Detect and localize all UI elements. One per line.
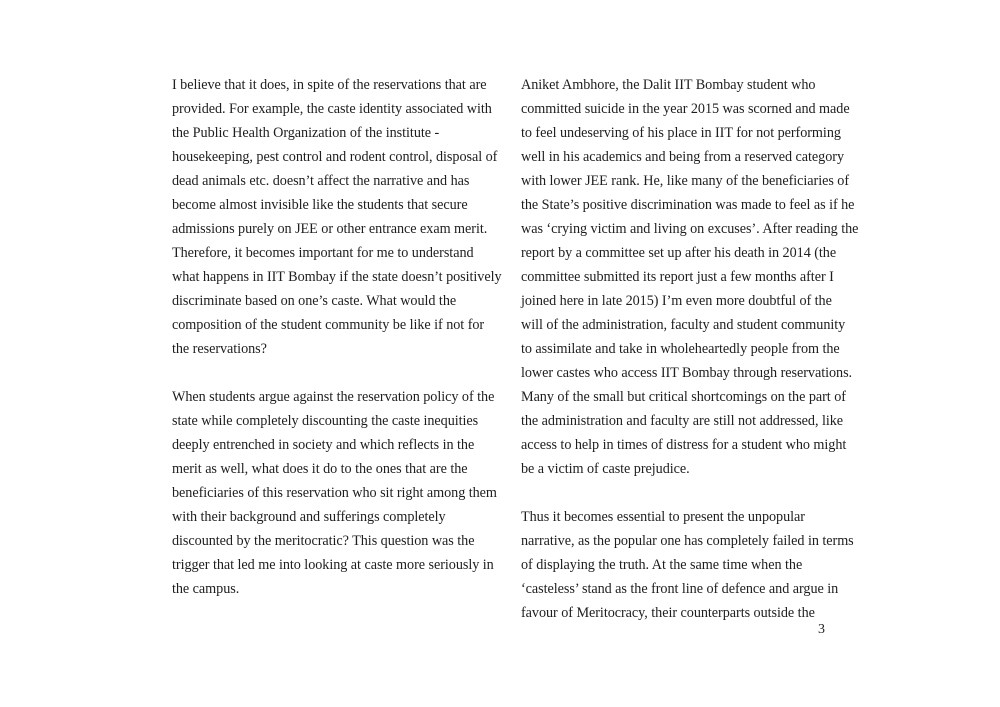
text-line: was ‘crying victim and living on excuses’. After reading the [521, 221, 859, 237]
text-line: merit as well, what does it do to the ones that are the [172, 461, 468, 477]
text-line: When students argue against the reservation policy of the [172, 389, 495, 405]
text-line: of displaying the truth. At the same time when the [521, 557, 803, 573]
text-line: narrative, as the popular one has completely failed in terms [521, 533, 854, 549]
text-line: ‘casteless’ stand as the front line of defence and argue in [521, 581, 839, 597]
text-line: deeply entrenched in society and which reflects in the [172, 437, 475, 453]
page-number: 3 [818, 622, 825, 637]
text-line: be a victim of caste prejudice. [521, 461, 690, 477]
text-line: access to help in times of distress for a student who might [521, 437, 847, 453]
text-line: lower castes who access IIT Bombay through reservations. [521, 365, 853, 381]
text-line: joined here in late 2015) I’m even more doubtful of the [521, 293, 832, 309]
text-line: the administration and faculty are still not addressed, like [521, 413, 844, 429]
text-line: the State’s positive discrimination was made to feel as if he [521, 197, 855, 213]
text-line: well in his academics and being from a reserved category [521, 149, 844, 165]
paragraph [521, 73, 859, 481]
text-line: discounted by the meritocratic? This question was the [172, 533, 475, 549]
text-line: Aniket Ambhore, the Dalit IIT Bombay student who [521, 77, 816, 93]
paragraph [172, 73, 502, 361]
paragraph [521, 505, 854, 625]
text-line: Therefore, it becomes important for me to understand [172, 245, 474, 261]
text-line: with their background and sufferings completely [172, 509, 446, 525]
text-line: provided. For example, the caste identity associated with [172, 101, 492, 117]
right-column [521, 73, 859, 649]
text-line: beneficiaries of this reservation who sit right among them [172, 485, 497, 501]
text-line: I believe that it does, in spite of the reservations that are [172, 77, 487, 93]
text-line: admissions purely on JEE or other entrance exam merit. [172, 221, 488, 237]
text-line: housekeeping, pest control and rodent control, disposal of [172, 149, 498, 165]
text-line: trigger that led me into looking at caste more seriously in [172, 557, 494, 573]
text-line: Many of the small but critical shortcomings on the part of [521, 389, 846, 405]
text-line: dead animals etc. doesn’t affect the narrative and has [172, 173, 470, 189]
text-line: composition of the student community be like if not for [172, 317, 485, 333]
text-line: what happens in IIT Bombay if the state doesn’t positively [172, 269, 502, 285]
text-line: the campus. [172, 581, 240, 597]
text-line: the reservations? [172, 341, 267, 357]
text-line: with lower JEE rank. He, like many of the beneficiaries of [521, 173, 850, 189]
text-line: will of the administration, faculty and student community [521, 317, 846, 333]
paragraph [172, 385, 497, 601]
text-line: discriminate based on one’s caste. What would the [172, 293, 457, 309]
text-line: favour of Meritocracy, their counterparts outside the [521, 605, 815, 621]
text-line: to assimilate and take in wholeheartedly people from the [521, 341, 840, 357]
text-line: report by a committee set up after his death in 2014 (the [521, 245, 837, 261]
text-line: to feel undeserving of his place in IIT for not performing [521, 125, 841, 141]
text-line: Thus it becomes essential to present the unpopular [521, 509, 805, 525]
text-line: become almost invisible like the students that secure [172, 197, 468, 213]
text-line: committed suicide in the year 2015 was scorned and made [521, 101, 850, 117]
text-line: the Public Health Organization of the institute - [172, 125, 440, 141]
text-line: committee submitted its report just a few months after I [521, 269, 834, 285]
text-line: state while completely discounting the caste inequities [172, 413, 479, 429]
left-column [172, 73, 502, 625]
